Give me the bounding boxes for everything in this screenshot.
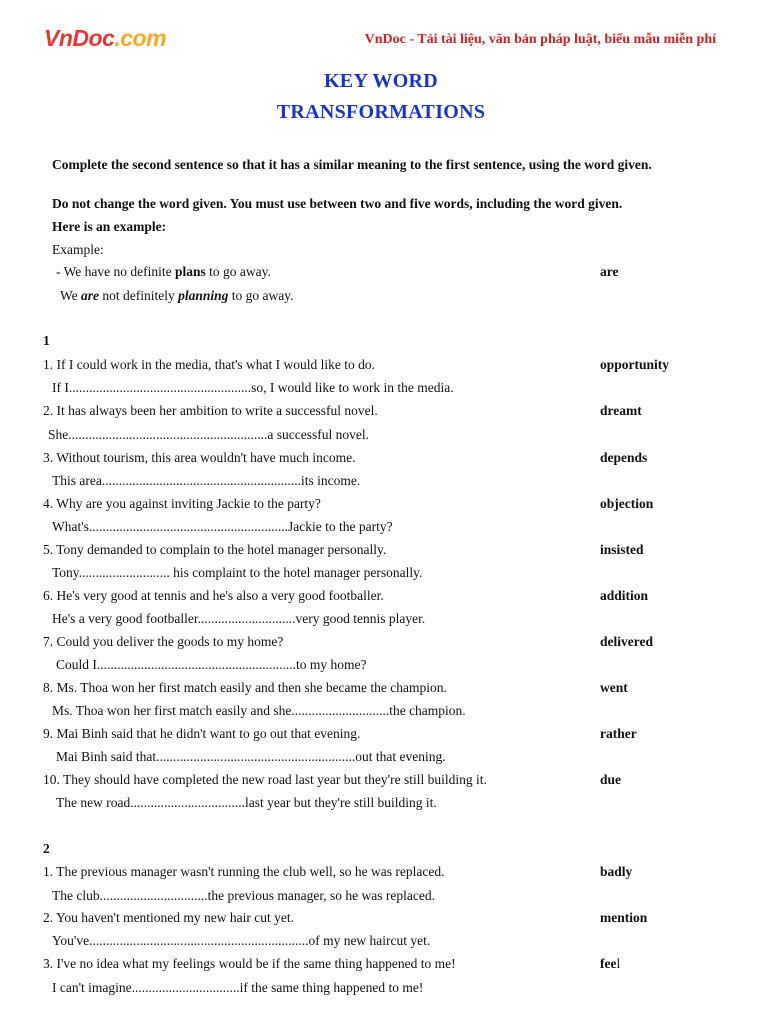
keyword: opportunity <box>600 357 670 372</box>
question: 6. He's very good at tennis and he's also a very good footballer. <box>43 588 384 603</box>
keyword: delivered <box>600 634 653 649</box>
question: 2. You haven't mentioned my new hair cut yet. <box>43 910 295 925</box>
section-number: 2 <box>43 841 50 856</box>
question: 3. Without tourism, this area wouldn't have much income. <box>43 450 356 465</box>
header-tagline: VnDoc - Tải tài liệu, văn bản pháp luật, biểu mẫu miễn phí <box>364 32 716 47</box>
question: 10. They should have completed the new road last year but they're still building it. <box>43 772 487 787</box>
answer-line: The new road..................................last year but they're still building it. <box>56 795 437 810</box>
example-answer <box>60 288 294 304</box>
keyword <box>600 956 620 972</box>
instruction-2: Do not change the word given. You must use between two and five words, including the word given. <box>52 196 623 211</box>
keyword-suffix: l <box>616 956 621 971</box>
keyword: badly <box>600 864 633 879</box>
answer-line: Tony........................... his complaint to the hotel manager personally. <box>52 565 423 580</box>
answer-line: The club................................the previous manager, so he was replaced. <box>52 888 435 903</box>
instruction-1: Complete the second sentence so that it has a similar meaning to the first sentence, using the word given. <box>52 157 652 172</box>
example-highlight: planning <box>178 288 229 303</box>
question: 5. Tony demanded to complain to the hotel manager personally. <box>43 542 387 557</box>
keyword: rather <box>600 726 637 741</box>
question: 4. Why are you against inviting Jackie to the party? <box>43 496 321 511</box>
keyword: addition <box>600 588 649 603</box>
keyword: mention <box>600 910 648 925</box>
answer-line: Mai Binh said that...........................................................out that evening. <box>56 749 446 764</box>
answer-line: Ms. Thoa won her first match easily and she.............................the champion. <box>52 703 466 718</box>
keyword-text: fee <box>600 956 617 971</box>
example-text: - We have no definite <box>56 264 175 279</box>
example-sentence <box>56 264 271 280</box>
vndoc-logo[interactable] <box>44 24 166 52</box>
answer-line: If I......................................................so, I would like to work in the media. <box>52 380 454 395</box>
example-text: to go away. <box>228 288 294 303</box>
logo-domain: .com <box>114 25 167 51</box>
example-keyword: are <box>600 264 619 279</box>
answer-line: You've.................................................................of my new haircut yet. <box>52 933 431 948</box>
answer-line: This area...........................................................its income. <box>52 473 361 488</box>
question: 8. Ms. Thoa won her first match easily and then she became the champion. <box>43 680 447 695</box>
answer-line: She...........................................................a successful novel. <box>48 427 369 442</box>
keyword: insisted <box>600 542 644 557</box>
page-title-line1: KEY WORD <box>323 70 439 92</box>
example-highlight: are <box>81 288 100 303</box>
example-text: not definitely <box>99 288 179 303</box>
question: 1. If I could work in the media, that's what I would like to do. <box>43 357 375 372</box>
question: 3. I've no idea what my feelings would be if the same thing happened to me! <box>43 956 456 971</box>
answer-line: He's a very good footballer.............................very good tennis player. <box>52 611 426 626</box>
example-highlight: plans <box>175 264 206 279</box>
question: 9. Mai Binh said that he didn't want to go out that evening. <box>43 726 361 741</box>
question: 7. Could you deliver the goods to my home? <box>43 634 284 649</box>
question: 1. The previous manager wasn't running the club well, so he was replaced. <box>43 864 445 879</box>
answer-line: What's...........................................................Jackie to the party? <box>52 519 393 534</box>
example-label: Example: <box>52 242 104 257</box>
page-title-line2: TRANSFORMATIONS <box>276 101 486 123</box>
instruction-3: Here is an example: <box>52 219 167 234</box>
answer-line: Could I...........................................................to my home? <box>56 657 367 672</box>
keyword: depends <box>600 450 648 465</box>
keyword: objection <box>600 496 654 511</box>
section-number: 1 <box>43 333 50 348</box>
question: 2. It has always been her ambition to write a successful novel. <box>43 403 378 418</box>
keyword: due <box>600 772 622 787</box>
logo-text: VnDoc <box>44 25 115 51</box>
example-text: to go away. <box>205 264 271 279</box>
keyword: went <box>600 680 628 695</box>
keyword: dreamt <box>600 403 642 418</box>
example-text: We <box>60 288 82 303</box>
answer-line: I can't imagine................................if the same thing happened to me! <box>52 980 424 995</box>
